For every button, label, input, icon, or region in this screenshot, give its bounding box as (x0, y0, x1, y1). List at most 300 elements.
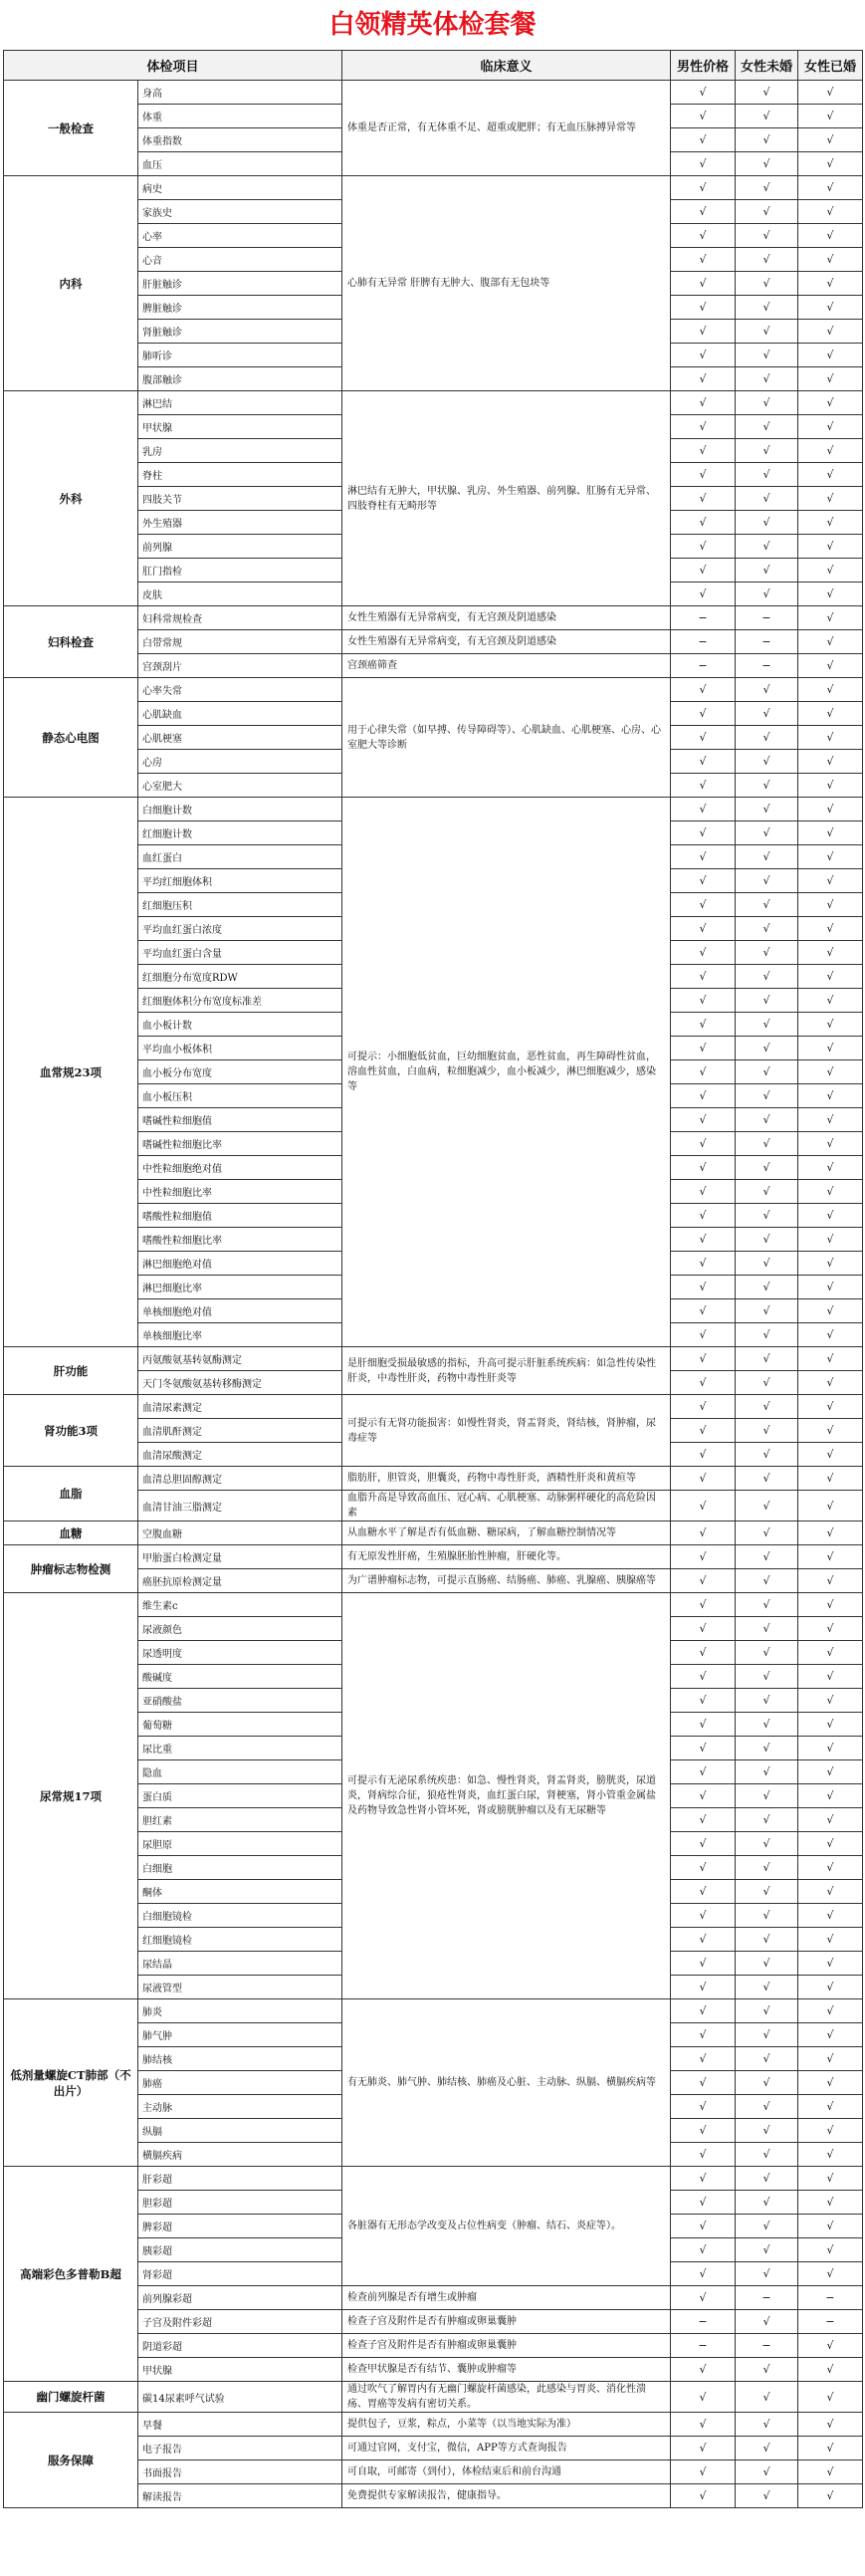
female-single-mark: √ (736, 583, 798, 606)
item-cell: 体重指数 (138, 128, 342, 152)
item-cell: 肝脏触诊 (138, 272, 342, 296)
header-meaning: 临床意义 (342, 51, 671, 81)
female-single-mark: √ (736, 1665, 798, 1689)
category-cell: 幽门螺旋杆菌 (4, 2382, 138, 2413)
female-married-mark: √ (798, 1156, 863, 1180)
female-single-mark: √ (736, 105, 798, 128)
item-cell: 肺听诊 (138, 344, 342, 367)
female-married-mark: √ (798, 105, 863, 128)
category-cell: 血常规23项 (4, 798, 138, 1347)
female-married-mark: √ (798, 1419, 863, 1443)
female-married-mark: √ (798, 1617, 863, 1641)
female-married-mark: √ (798, 774, 863, 798)
female-married-mark: √ (798, 606, 863, 630)
male-mark: √ (671, 2023, 736, 2047)
male-mark: − (671, 2334, 736, 2358)
male-mark: √ (671, 1784, 736, 1808)
table-row (4, 1593, 863, 1617)
female-single-mark: √ (736, 1395, 798, 1419)
item-cell: 前列腺彩超 (138, 2286, 342, 2310)
female-single-mark: − (736, 630, 798, 654)
female-married-mark: √ (798, 798, 863, 821)
male-mark: √ (671, 2119, 736, 2143)
item-cell: 脊柱 (138, 463, 342, 487)
female-single-mark: √ (736, 367, 798, 391)
female-married-mark: √ (798, 1928, 863, 1952)
female-married-mark: √ (798, 1713, 863, 1737)
female-married-mark: √ (798, 1976, 863, 1999)
category-cell: 服务保障 (4, 2413, 138, 2508)
female-single-mark: √ (736, 798, 798, 821)
female-married-mark: √ (798, 1784, 863, 1808)
item-cell: 红细胞镜检 (138, 1928, 342, 1952)
meaning-cell: 从血糖水平了解是否有低血糖、糖尿病，了解血糖控制情况等 (342, 1522, 671, 1545)
female-married-mark: √ (798, 2143, 863, 2167)
male-mark: √ (671, 1371, 736, 1395)
table-row (4, 1467, 863, 1491)
female-married-mark: √ (798, 2119, 863, 2143)
category-cell: 外科 (4, 391, 138, 606)
male-mark: √ (671, 200, 736, 224)
male-mark: √ (671, 821, 736, 845)
female-single-mark: √ (736, 224, 798, 248)
male-mark: √ (671, 128, 736, 152)
item-cell: 家族史 (138, 200, 342, 224)
male-mark: √ (671, 2460, 736, 2484)
header-item: 体检项目 (4, 51, 342, 81)
male-mark: √ (671, 1569, 736, 1593)
male-mark: √ (671, 1545, 736, 1569)
female-married-mark: √ (798, 726, 863, 750)
male-mark: √ (671, 2262, 736, 2286)
female-married-mark: √ (798, 1760, 863, 1784)
male-mark: √ (671, 2095, 736, 2119)
female-married-mark: √ (798, 1880, 863, 1904)
table-row (4, 678, 863, 702)
male-mark: √ (671, 1952, 736, 1976)
male-mark: √ (671, 1180, 736, 1204)
female-single-mark: √ (736, 1832, 798, 1856)
male-mark: √ (671, 439, 736, 463)
female-married-mark: √ (798, 1856, 863, 1880)
female-married-mark: √ (798, 1569, 863, 1593)
male-mark: − (671, 606, 736, 630)
item-cell: 中性粒细胞比率 (138, 1180, 342, 1204)
item-cell: 外生殖器 (138, 511, 342, 535)
female-married-mark: √ (798, 1180, 863, 1204)
item-cell: 尿液管型 (138, 1976, 342, 1999)
female-married-mark: √ (798, 678, 863, 702)
male-mark: √ (671, 1713, 736, 1737)
male-mark: √ (671, 487, 736, 511)
female-single-mark: √ (736, 2413, 798, 2437)
item-cell: 宫颈刮片 (138, 654, 342, 678)
female-single-mark: √ (736, 2484, 798, 2508)
female-single-mark: √ (736, 1084, 798, 1108)
female-single-mark: √ (736, 1037, 798, 1060)
table-row (4, 1522, 863, 1545)
item-cell: 血清总胆固醇测定 (138, 1467, 342, 1491)
meaning-cell: 检查子宫及附件是否有肿瘤或卵巢囊肿 (342, 2310, 671, 2334)
female-single-mark: √ (736, 439, 798, 463)
item-cell: 红细胞体积分布宽度标准差 (138, 989, 342, 1013)
female-single-mark: √ (736, 1371, 798, 1395)
female-married-mark: √ (798, 2095, 863, 2119)
female-married-mark: √ (798, 1952, 863, 1976)
item-cell: 子宫及附件彩超 (138, 2310, 342, 2334)
female-married-mark: √ (798, 1904, 863, 1928)
header-female-single: 女性未婚 (736, 51, 798, 81)
male-mark: √ (671, 678, 736, 702)
female-single-mark: − (736, 2286, 798, 2310)
female-single-mark: √ (736, 2238, 798, 2262)
item-cell: 纵膈 (138, 2119, 342, 2143)
male-mark: √ (671, 1252, 736, 1276)
table-row (4, 798, 863, 821)
item-cell: 血清肌酐测定 (138, 1419, 342, 1443)
item-cell: 血小板压积 (138, 1084, 342, 1108)
male-mark: √ (671, 1593, 736, 1617)
female-married-mark: √ (798, 1084, 863, 1108)
meaning-cell: 可提示有无泌尿系统疾患：如急、慢性肾炎，肾盂肾炎，膀胱炎，尿道炎，肾病综合征，狼疮性肾炎，血红蛋白尿，肾梗塞，肾小管重金属盐及药物导致急性肾小管坏死，肾或膀胱肿瘤以及有无尿糖等 (342, 1593, 671, 1999)
item-cell: 酸碱度 (138, 1665, 342, 1689)
item-cell: 心率失常 (138, 678, 342, 702)
item-cell: 嗜碱性粒细胞值 (138, 1108, 342, 1132)
female-married-mark: √ (798, 1545, 863, 1569)
female-married-mark: √ (798, 128, 863, 152)
item-cell: 平均血小板体积 (138, 1037, 342, 1060)
item-cell: 尿液颜色 (138, 1617, 342, 1641)
female-single-mark: √ (736, 1976, 798, 1999)
male-mark: √ (671, 2191, 736, 2215)
male-mark: √ (671, 2413, 736, 2437)
female-single-mark: √ (736, 1156, 798, 1180)
male-mark: √ (671, 750, 736, 774)
male-mark: √ (671, 81, 736, 105)
male-mark: √ (671, 1617, 736, 1641)
female-single-mark: √ (736, 2215, 798, 2238)
meaning-cell: 可提示有无肾功能损害：如慢性肾炎，肾盂肾炎，肾结核，肾肿瘤，尿毒症等 (342, 1395, 671, 1467)
item-cell: 早餐 (138, 2413, 342, 2437)
item-cell: 葡萄糖 (138, 1713, 342, 1737)
male-mark: √ (671, 463, 736, 487)
female-single-mark: √ (736, 391, 798, 415)
item-cell: 碳14尿素呼气试验 (138, 2382, 342, 2413)
item-cell: 白细胞镜检 (138, 1904, 342, 1928)
male-mark: √ (671, 2286, 736, 2310)
item-cell: 心室肥大 (138, 774, 342, 798)
male-mark: √ (671, 774, 736, 798)
meaning-cell: 有无原发性肝癌，生殖腺胚胎性肿瘤，肝硬化等。 (342, 1545, 671, 1569)
male-mark: √ (671, 1299, 736, 1323)
female-married-mark: √ (798, 750, 863, 774)
female-married-mark: √ (798, 1252, 863, 1276)
checkup-table (3, 50, 863, 2508)
item-cell: 心肌缺血 (138, 702, 342, 726)
item-cell: 妇科常规检查 (138, 606, 342, 630)
female-married-mark: √ (798, 1228, 863, 1252)
male-mark: √ (671, 1084, 736, 1108)
male-mark: √ (671, 2143, 736, 2167)
male-mark: √ (671, 248, 736, 272)
meaning-cell: 心肺有无异常 肝脾有无肿大、腹部有无包块等 (342, 176, 671, 391)
female-married-mark: √ (798, 1276, 863, 1299)
male-mark: √ (671, 1037, 736, 1060)
female-married-mark: √ (798, 2334, 863, 2358)
table-row (4, 2167, 863, 2191)
item-cell: 脾脏触诊 (138, 296, 342, 320)
female-married-mark: √ (798, 1132, 863, 1156)
female-married-mark: √ (798, 583, 863, 606)
item-cell: 红细胞分布宽度RDW (138, 965, 342, 989)
female-single-mark: √ (736, 2095, 798, 2119)
item-cell: 空腹血糖 (138, 1522, 342, 1545)
meaning-cell: 脂肪肝，胆管炎，胆囊炎，药物中毒性肝炎，酒精性肝炎和黄疸等 (342, 1467, 671, 1491)
male-mark: √ (671, 1665, 736, 1689)
item-cell: 红细胞压积 (138, 893, 342, 917)
female-single-mark: √ (736, 821, 798, 845)
female-married-mark: √ (798, 439, 863, 463)
female-single-mark: √ (736, 1060, 798, 1084)
female-married-mark: √ (798, 2484, 863, 2508)
female-single-mark: √ (736, 1467, 798, 1491)
male-mark: √ (671, 1880, 736, 1904)
female-single-mark: √ (736, 941, 798, 965)
female-single-mark: √ (736, 1904, 798, 1928)
item-cell: 血小板计数 (138, 1013, 342, 1037)
female-married-mark: √ (798, 1443, 863, 1467)
female-single-mark: √ (736, 1228, 798, 1252)
male-mark: √ (671, 1467, 736, 1491)
item-cell: 中性粒细胞绝对值 (138, 1156, 342, 1180)
female-single-mark: √ (736, 2460, 798, 2484)
item-cell: 平均血红蛋白浓度 (138, 917, 342, 941)
female-single-mark: √ (736, 1013, 798, 1037)
male-mark: √ (671, 344, 736, 367)
female-married-mark: √ (798, 1037, 863, 1060)
female-single-mark: √ (736, 2262, 798, 2286)
meaning-cell: 女性生殖器有无异常病变，有无宫颈及阴道感染 (342, 630, 671, 654)
female-single-mark: √ (736, 965, 798, 989)
male-mark: √ (671, 1976, 736, 1999)
item-cell: 心肌梗塞 (138, 726, 342, 750)
female-single-mark: √ (736, 1204, 798, 1228)
header-male: 男性价格 (671, 51, 736, 81)
item-cell: 电子报告 (138, 2437, 342, 2460)
female-married-mark: √ (798, 1323, 863, 1347)
table-body (4, 81, 863, 2508)
female-married-mark: √ (798, 2382, 863, 2413)
female-single-mark: √ (736, 152, 798, 176)
male-mark: √ (671, 1204, 736, 1228)
female-married-mark: √ (798, 2437, 863, 2460)
female-single-mark: √ (736, 1132, 798, 1156)
female-married-mark: √ (798, 1467, 863, 1491)
item-cell: 病史 (138, 176, 342, 200)
page-title: 白领精英体检套餐 (328, 10, 537, 40)
male-mark: √ (671, 535, 736, 559)
female-single-mark: √ (736, 750, 798, 774)
category-cell: 一般检查 (4, 81, 138, 176)
female-married-mark: √ (798, 2262, 863, 2286)
category-cell: 肿瘤标志物检测 (4, 1545, 138, 1593)
male-mark: √ (671, 965, 736, 989)
item-cell: 肺结核 (138, 2047, 342, 2071)
item-cell: 体重 (138, 105, 342, 128)
female-single-mark: √ (736, 1808, 798, 1832)
male-mark: √ (671, 798, 736, 821)
female-married-mark: √ (798, 869, 863, 893)
item-cell: 平均红细胞体积 (138, 869, 342, 893)
male-mark: √ (671, 583, 736, 606)
table-row (4, 1347, 863, 1371)
female-married-mark: − (798, 2286, 863, 2310)
category-cell: 肝功能 (4, 1347, 138, 1395)
female-single-mark: √ (736, 320, 798, 344)
female-single-mark: √ (736, 702, 798, 726)
female-single-mark: √ (736, 81, 798, 105)
male-mark: √ (671, 1347, 736, 1371)
female-married-mark: √ (798, 941, 863, 965)
male-mark: − (671, 654, 736, 678)
table-row (4, 1395, 863, 1419)
female-single-mark: √ (736, 2071, 798, 2095)
female-married-mark: √ (798, 1522, 863, 1545)
male-mark: √ (671, 1999, 736, 2023)
female-single-mark: √ (736, 1419, 798, 1443)
female-single-mark: √ (736, 1641, 798, 1665)
female-married-mark: √ (798, 248, 863, 272)
meaning-cell: 女性生殖器有无异常病变，有无宫颈及阴道感染 (342, 606, 671, 630)
female-single-mark: √ (736, 869, 798, 893)
male-mark: √ (671, 2358, 736, 2382)
female-single-mark: √ (736, 1569, 798, 1593)
female-single-mark: √ (736, 1737, 798, 1760)
female-married-mark: √ (798, 2167, 863, 2191)
item-cell: 解读报告 (138, 2484, 342, 2508)
male-mark: √ (671, 176, 736, 200)
female-married-mark: √ (798, 1593, 863, 1617)
meaning-cell: 有无肺炎、肺气肿、肺结核、肺癌及心脏、主动脉、纵膈、横膈疾病等 (342, 1999, 671, 2167)
female-single-mark: − (736, 606, 798, 630)
female-single-mark: √ (736, 2191, 798, 2215)
female-single-mark: √ (736, 678, 798, 702)
meaning-cell: 可通过官网，支付宝，微信，APP等方式查询报告 (342, 2437, 671, 2460)
female-married-mark: √ (798, 367, 863, 391)
item-cell: 心音 (138, 248, 342, 272)
male-mark: √ (671, 1276, 736, 1299)
female-single-mark: √ (736, 1323, 798, 1347)
female-single-mark: √ (736, 1617, 798, 1641)
female-single-mark: √ (736, 559, 798, 583)
female-single-mark: √ (736, 1347, 798, 1371)
male-mark: √ (671, 2215, 736, 2238)
female-single-mark: √ (736, 2382, 798, 2413)
female-single-mark: √ (736, 248, 798, 272)
female-married-mark: √ (798, 821, 863, 845)
male-mark: √ (671, 1522, 736, 1545)
female-married-mark: √ (798, 200, 863, 224)
female-single-mark: √ (736, 1252, 798, 1276)
item-cell: 甲状腺 (138, 415, 342, 439)
male-mark: √ (671, 1928, 736, 1952)
meaning-cell: 血脂升高是导致高血压、冠心病、心肌梗塞、动脉粥样硬化的高危险因素 (342, 1491, 671, 1522)
male-mark: √ (671, 1156, 736, 1180)
female-single-mark: √ (736, 415, 798, 439)
female-married-mark: √ (798, 487, 863, 511)
item-cell: 乳房 (138, 439, 342, 463)
item-cell: 肺炎 (138, 1999, 342, 2023)
male-mark: √ (671, 1689, 736, 1713)
table-row (4, 391, 863, 415)
female-married-mark: √ (798, 2047, 863, 2071)
female-married-mark: √ (798, 654, 863, 678)
male-mark: √ (671, 869, 736, 893)
female-single-mark: √ (736, 2023, 798, 2047)
item-cell: 嗜碱性粒细胞比率 (138, 1132, 342, 1156)
item-cell: 胆彩超 (138, 2191, 342, 2215)
male-mark: √ (671, 1904, 736, 1928)
male-mark: √ (671, 367, 736, 391)
female-married-mark: √ (798, 224, 863, 248)
male-mark: √ (671, 893, 736, 917)
female-single-mark: √ (736, 1522, 798, 1545)
female-married-mark: √ (798, 320, 863, 344)
female-single-mark: √ (736, 845, 798, 869)
meaning-cell: 提供包子，豆浆，粽点，小菜等（以当地实际为准） (342, 2413, 671, 2437)
female-married-mark: √ (798, 176, 863, 200)
meaning-cell: 通过吹气了解胃内有无幽门螺旋杆菌感染，此感染与胃炎、消化性溃疡、胃癌等发病有密切关系。 (342, 2382, 671, 2413)
meaning-cell: 体重是否正常，有无体重不足、超重或肥胖；有无血压脉搏异常等 (342, 81, 671, 176)
male-mark: √ (671, 511, 736, 535)
female-single-mark: √ (736, 176, 798, 200)
meaning-cell: 为广谱肿瘤标志物，可提示直肠癌、结肠癌、肺癌、乳腺癌、胰腺癌等 (342, 1569, 671, 1593)
table-row (4, 606, 863, 630)
table-header (4, 51, 863, 81)
table-row (4, 2413, 863, 2437)
male-mark: √ (671, 2047, 736, 2071)
female-married-mark: √ (798, 296, 863, 320)
female-married-mark: √ (798, 1013, 863, 1037)
female-single-mark: √ (736, 1545, 798, 1569)
male-mark: √ (671, 1856, 736, 1880)
female-married-mark: √ (798, 1808, 863, 1832)
meaning-cell: 检查前列腺是否有增生或肿瘤 (342, 2286, 671, 2310)
female-single-mark: √ (736, 989, 798, 1013)
female-married-mark: √ (798, 702, 863, 726)
item-cell: 血清尿酸测定 (138, 1443, 342, 1467)
male-mark: √ (671, 989, 736, 1013)
item-cell: 单核细胞比率 (138, 1323, 342, 1347)
female-married-mark: − (798, 2310, 863, 2334)
male-mark: √ (671, 917, 736, 941)
male-mark: √ (671, 1760, 736, 1784)
item-cell: 身高 (138, 81, 342, 105)
table-row (4, 1999, 863, 2023)
item-cell: 脾彩超 (138, 2215, 342, 2238)
male-mark: √ (671, 1323, 736, 1347)
female-single-mark: √ (736, 1713, 798, 1737)
item-cell: 阴道彩超 (138, 2334, 342, 2358)
item-cell: 血红蛋白 (138, 845, 342, 869)
female-single-mark: √ (736, 1880, 798, 1904)
male-mark: − (671, 2310, 736, 2334)
meaning-cell: 淋巴结有无肿大，甲状腺、乳房、外生殖器、前列腺、肛肠有无异常、四肢脊柱有无畸形等 (342, 391, 671, 606)
female-single-mark: √ (736, 1928, 798, 1952)
item-cell: 肺癌 (138, 2071, 342, 2095)
female-married-mark: √ (798, 965, 863, 989)
item-cell: 肛门指检 (138, 559, 342, 583)
